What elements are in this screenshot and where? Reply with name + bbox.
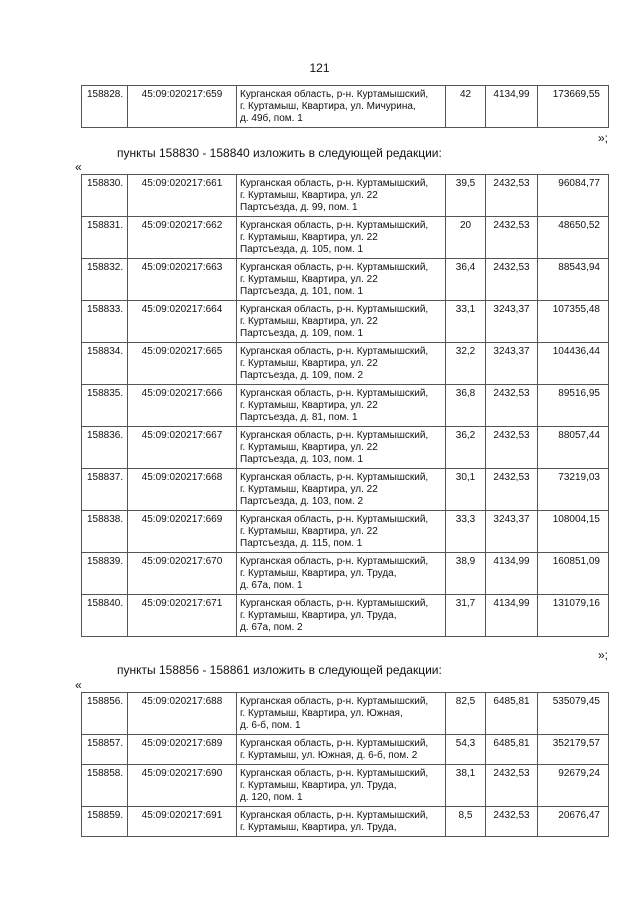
area-cell: 36,4	[446, 259, 486, 301]
table-row	[82, 343, 609, 385]
unit-value-cell: 4134,99	[486, 595, 538, 637]
unit-value-cell: 2432,53	[486, 217, 538, 259]
area-cell: 30,1	[446, 469, 486, 511]
table-row	[82, 693, 609, 735]
item-number-cell: 158833.	[82, 301, 128, 343]
area-cell: 54,3	[446, 735, 486, 765]
cadastral-value-cell: 92679,24	[538, 765, 609, 807]
cadastral-number-cell: 45:09:020217:669	[128, 511, 237, 553]
address-line: г. Куртамыш, Квартира, ул. 22	[240, 190, 378, 201]
address-line: г. Куртамыш, Квартира, ул. 22	[240, 526, 378, 537]
address-line: г. Куртамыш, Квартира, ул. Южная,	[240, 708, 403, 719]
area-cell: 33,1	[446, 301, 486, 343]
unit-value-cell: 4134,99	[486, 86, 538, 128]
table-row	[82, 301, 609, 343]
area-cell: 20	[446, 217, 486, 259]
address-line: г. Куртамыш, Квартира, ул. Труда,	[240, 610, 397, 621]
table-row	[82, 217, 609, 259]
address-line: Партсъезда, д. 103, пом. 2	[240, 496, 364, 507]
item-number-cell: 158832.	[82, 259, 128, 301]
address-cell	[237, 427, 446, 469]
cadastral-number-cell: 45:09:020217:666	[128, 385, 237, 427]
cadastral-number-cell: 45:09:020217:664	[128, 301, 237, 343]
cadastral-value-cell: 89516,95	[538, 385, 609, 427]
opening-quote: «	[75, 160, 82, 174]
cadastral-number-cell: 45:09:020217:670	[128, 553, 237, 595]
page-number: 121	[309, 61, 330, 75]
table-row	[82, 511, 609, 553]
unit-value-cell: 2432,53	[486, 469, 538, 511]
address-line: г. Куртамыш, Квартира, ул. Труда,	[240, 780, 397, 791]
cadastral-value-cell: 108004,15	[538, 511, 609, 553]
unit-value-cell: 4134,99	[486, 553, 538, 595]
table-row	[82, 765, 609, 807]
item-number-cell: 158858.	[82, 765, 128, 807]
unit-value-cell: 3243,37	[486, 301, 538, 343]
item-number-cell: 158839.	[82, 553, 128, 595]
address-cell	[237, 86, 446, 128]
address-cell	[237, 595, 446, 637]
address-line: Партсъезда, д. 109, пом. 1	[240, 328, 364, 339]
address-cell	[237, 175, 446, 217]
cadastral-value-cell: 131079,16	[538, 595, 609, 637]
unit-value-cell: 3243,37	[486, 343, 538, 385]
address-cell	[237, 511, 446, 553]
cadastral-value-cell: 88543,94	[538, 259, 609, 301]
cadastral-value-cell: 107355,48	[538, 301, 609, 343]
area-cell: 36,8	[446, 385, 486, 427]
cadastral-number-cell: 45:09:020217:661	[128, 175, 237, 217]
area-cell: 32,2	[446, 343, 486, 385]
area-cell: 31,7	[446, 595, 486, 637]
address-line: Курганская область, р-н. Куртамышский,	[240, 388, 429, 399]
address-cell	[237, 693, 446, 735]
address-line: Курганская область, р-н. Куртамышский,	[240, 738, 429, 749]
address-line: Курганская область, р-н. Куртамышский,	[240, 598, 429, 609]
address-line: Курганская область, р-н. Куртамышский,	[240, 696, 429, 707]
address-line: Курганская область, р-н. Куртамышский,	[240, 810, 429, 821]
cadastral-value-cell: 535079,45	[538, 693, 609, 735]
area-cell: 36,2	[446, 427, 486, 469]
cadastral-number-cell: 45:09:020217:668	[128, 469, 237, 511]
address-line: Курганская область, р-н. Куртамышский,	[240, 472, 429, 483]
cadastral-value-cell: 160851,09	[538, 553, 609, 595]
address-line: Курганская область, р-н. Куртамышский,	[240, 220, 429, 231]
cadastral-number-cell: 45:09:020217:663	[128, 259, 237, 301]
item-number-cell: 158837.	[82, 469, 128, 511]
unit-value-cell: 2432,53	[486, 175, 538, 217]
address-line: д. 67а, пом. 1	[240, 580, 303, 591]
area-cell: 38,9	[446, 553, 486, 595]
address-line: Партсъезда, д. 101, пом. 1	[240, 286, 364, 297]
address-cell	[237, 765, 446, 807]
unit-value-cell: 3243,37	[486, 511, 538, 553]
unit-value-cell: 2432,53	[486, 385, 538, 427]
address-cell	[237, 301, 446, 343]
table-row	[82, 86, 609, 128]
address-line: д. 49б, пом. 1	[240, 113, 303, 124]
table-row	[82, 259, 609, 301]
cadastral-number-cell: 45:09:020217:671	[128, 595, 237, 637]
address-line: Курганская область, р-н. Куртамышский,	[240, 304, 429, 315]
registry-table-top	[81, 85, 609, 128]
address-line: г. Куртамыш, Квартира, ул. 22	[240, 274, 378, 285]
address-line: Партсъезда, д. 81, пом. 1	[240, 412, 358, 423]
address-line: г. Куртамыш, Квартира, ул. 22	[240, 232, 378, 243]
table-row	[82, 735, 609, 765]
address-line: г. Куртамыш, Квартира, ул. 22	[240, 484, 378, 495]
address-line: Курганская область, р-н. Куртамышский,	[240, 514, 429, 525]
item-number-cell: 158838.	[82, 511, 128, 553]
address-line: г. Куртамыш, ул. Южная, д. 6-б, пом. 2	[240, 750, 418, 761]
unit-value-cell: 2432,53	[486, 765, 538, 807]
cadastral-number-cell: 45:09:020217:690	[128, 765, 237, 807]
closing-quote: »;	[597, 131, 608, 145]
cadastral-number-cell: 45:09:020217:667	[128, 427, 237, 469]
item-number-cell: 158857.	[82, 735, 128, 765]
address-line: Партсъезда, д. 105, пом. 1	[240, 244, 364, 255]
address-line: г. Куртамыш, Квартира, ул. 22	[240, 442, 378, 453]
address-line: Курганская область, р-н. Куртамышский,	[240, 346, 429, 357]
table-row	[82, 427, 609, 469]
table-row	[82, 595, 609, 637]
cadastral-value-cell: 20676,47	[538, 807, 609, 837]
cadastral-value-cell: 88057,44	[538, 427, 609, 469]
item-number-cell: 158835.	[82, 385, 128, 427]
address-line: Курганская область, р-н. Куртамышский,	[240, 262, 429, 273]
address-line: д. 67а, пом. 2	[240, 622, 303, 633]
item-number-cell: 158840.	[82, 595, 128, 637]
table-row	[82, 175, 609, 217]
address-line: Партсъезда, д. 103, пом. 1	[240, 454, 364, 465]
address-cell	[237, 553, 446, 595]
table-row	[82, 807, 609, 837]
area-cell: 33,3	[446, 511, 486, 553]
address-line: д. 6-б, пом. 1	[240, 720, 301, 731]
registry-table-bottom	[81, 692, 609, 837]
area-cell: 8,5	[446, 807, 486, 837]
unit-value-cell: 6485,81	[486, 693, 538, 735]
unit-value-cell: 2432,53	[486, 427, 538, 469]
cadastral-value-cell: 173669,55	[538, 86, 609, 128]
cadastral-number-cell: 45:09:020217:688	[128, 693, 237, 735]
instruction-text: пункты 158830 - 158840 изложить в следующей редакции:	[117, 146, 442, 160]
address-line: Курганская область, р-н. Куртамышский,	[240, 89, 429, 100]
table-row	[82, 469, 609, 511]
address-line: г. Куртамыш, Квартира, ул. 22	[240, 358, 378, 369]
cadastral-value-cell: 352179,57	[538, 735, 609, 765]
item-number-cell: 158830.	[82, 175, 128, 217]
address-line: Курганская область, р-н. Куртамышский,	[240, 768, 429, 779]
address-cell	[237, 385, 446, 427]
instruction-text: пункты 158856 - 158861 изложить в следующей редакции:	[117, 663, 442, 677]
address-line: Курганская область, р-н. Куртамышский,	[240, 556, 429, 567]
address-line: Курганская область, р-н. Куртамышский,	[240, 430, 429, 441]
address-line: Курганская область, р-н. Куртамышский,	[240, 178, 429, 189]
cadastral-number-cell: 45:09:020217:662	[128, 217, 237, 259]
cadastral-number-cell: 45:09:020217:691	[128, 807, 237, 837]
address-cell	[237, 807, 446, 837]
unit-value-cell: 2432,53	[486, 259, 538, 301]
address-cell	[237, 469, 446, 511]
address-line: г. Куртамыш, Квартира, ул. Труда,	[240, 568, 397, 579]
address-cell	[237, 735, 446, 765]
area-cell: 82,5	[446, 693, 486, 735]
unit-value-cell: 2432,53	[486, 807, 538, 837]
unit-value-cell: 6485,81	[486, 735, 538, 765]
address-line: Партсъезда, д. 115, пом. 1	[240, 538, 363, 549]
cadastral-number-cell: 45:09:020217:689	[128, 735, 237, 765]
registry-table-middle	[81, 174, 609, 637]
item-number-cell: 158856.	[82, 693, 128, 735]
cadastral-value-cell: 48650,52	[538, 217, 609, 259]
item-number-cell: 158831.	[82, 217, 128, 259]
item-number-cell: 158836.	[82, 427, 128, 469]
address-cell	[237, 259, 446, 301]
item-number-cell: 158859.	[82, 807, 128, 837]
cadastral-value-cell: 96084,77	[538, 175, 609, 217]
area-cell: 38,1	[446, 765, 486, 807]
address-line: Партсъезда, д. 99, пом. 1	[240, 202, 358, 213]
table-row	[82, 553, 609, 595]
cadastral-number-cell: 45:09:020217:665	[128, 343, 237, 385]
item-number-cell: 158834.	[82, 343, 128, 385]
cadastral-value-cell: 73219,03	[538, 469, 609, 511]
address-line: Партсъезда, д. 109, пом. 2	[240, 370, 364, 381]
address-line: г. Куртамыш, Квартира, ул. 22	[240, 316, 378, 327]
address-cell	[237, 343, 446, 385]
area-cell: 42	[446, 86, 486, 128]
address-cell	[237, 217, 446, 259]
opening-quote: «	[75, 678, 82, 692]
cadastral-value-cell: 104436,44	[538, 343, 609, 385]
table-row	[82, 385, 609, 427]
address-line: д. 120, пом. 1	[240, 792, 303, 803]
address-line: г. Куртамыш, Квартира, ул. Мичурина,	[240, 101, 416, 112]
address-line: г. Куртамыш, Квартира, ул. 22	[240, 400, 378, 411]
item-number-cell: 158828.	[82, 86, 128, 128]
closing-quote: »;	[597, 648, 608, 662]
cadastral-number-cell: 45:09:020217:659	[128, 86, 237, 128]
address-line: г. Куртамыш, Квартира, ул. Труда,	[240, 822, 397, 833]
area-cell: 39,5	[446, 175, 486, 217]
